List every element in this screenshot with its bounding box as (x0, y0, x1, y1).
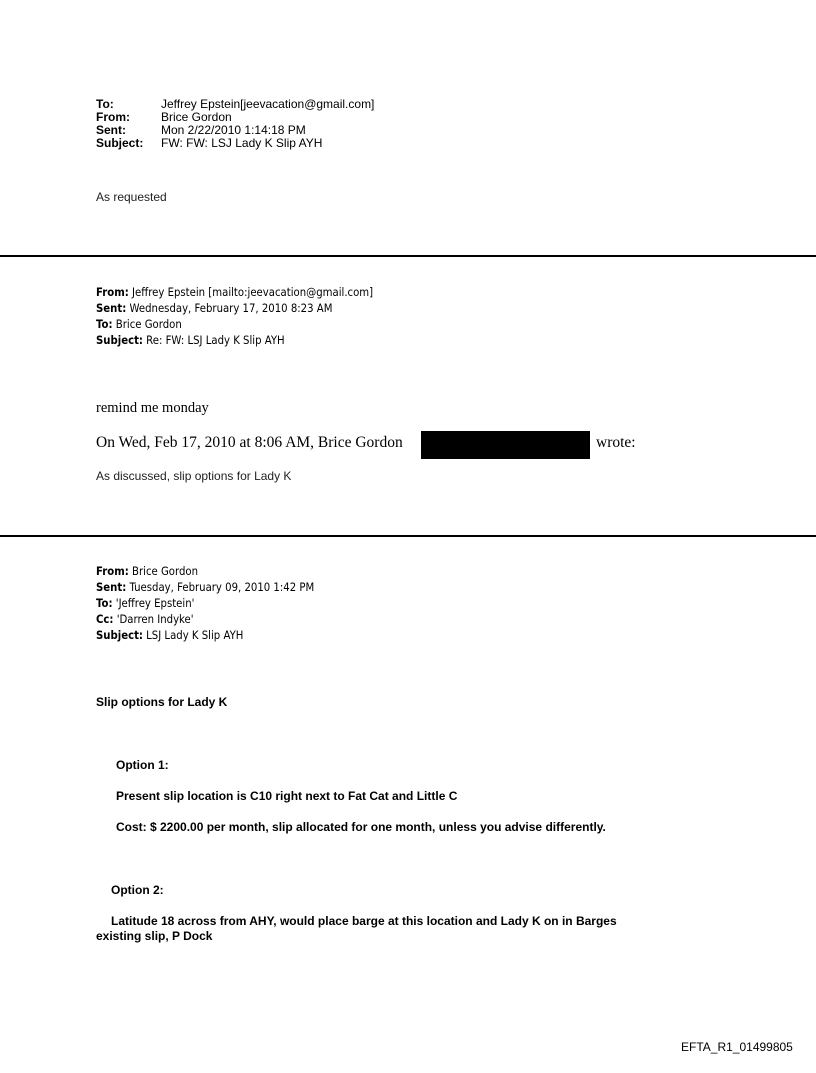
option1-line1: Present slip location is C10 right next to Fat Cat and Little C (116, 789, 458, 803)
email3-sent-row (96, 581, 314, 595)
email2-body: remind me monday (96, 400, 209, 416)
email2-to-value: Brice Gordon (112, 317, 182, 331)
email2-quote-body: As discussed, slip options for Lady K (96, 469, 292, 483)
email2-to-row (96, 318, 182, 332)
email1-subject-label: Subject: (96, 136, 144, 150)
email1-sent-value: Mon 2/22/2010 1:14:18 PM (161, 123, 306, 137)
email3-subject-row (96, 629, 243, 643)
email2-subject-value: Re: FW: LSJ Lady K Slip AYH (142, 333, 285, 347)
email3-from-label: From: (96, 564, 129, 578)
email3-subject-value: LSJ Lady K Slip AYH (142, 628, 244, 642)
redaction-box (421, 431, 590, 459)
email2-sent-label: Sent: (96, 301, 127, 315)
email3-sent-label: Sent: (96, 580, 127, 594)
document-id: EFTA_R1_01499805 (681, 1040, 793, 1054)
separator-rule (0, 535, 816, 537)
email3-subject-label: Subject: (96, 628, 143, 642)
option1-line2: Cost: $ 2200.00 per month, slip allocated for one month, unless you advise differently. (116, 820, 606, 834)
email1-to-label: To: (96, 97, 114, 111)
email1-subject-value: FW: FW: LSJ Lady K Slip AYH (161, 136, 323, 150)
email3-sent-value: Tuesday, February 09, 2010 1:42 PM (126, 580, 315, 594)
email1-from-label: From: (96, 110, 130, 124)
email3-from-row (96, 565, 198, 579)
email1-from-value: Brice Gordon (161, 110, 232, 124)
email3-to-value: 'Jeffrey Epstein' (112, 596, 195, 610)
email2-sent-value: Wednesday, February 17, 2010 8:23 AM (126, 301, 333, 315)
email1-to-value: Jeffrey Epstein[jeevacation@gmail.com] (161, 97, 375, 111)
email3-cc-row (96, 613, 194, 627)
email2-quote-intro: On Wed, Feb 17, 2010 at 8:06 AM, Brice Gordon (96, 434, 403, 451)
email3-to-label: To: (96, 596, 113, 610)
email3-to-row (96, 597, 194, 611)
option2-title: Option 2: (111, 883, 164, 897)
email2-quote-wrote: wrote: (596, 434, 636, 451)
email2-from-label: From: (96, 285, 129, 299)
email3-heading: Slip options for Lady K (96, 695, 228, 709)
email2-to-label: To: (96, 317, 113, 331)
email2-subject-label: Subject: (96, 333, 143, 347)
email1-body: As requested (96, 190, 167, 204)
email3-cc-label: Cc: (96, 612, 114, 626)
option2-line2: existing slip, P Dock (96, 929, 213, 943)
option2-line1: Latitude 18 across from AHY, would place barge at this location and Lady K on in Barges (111, 914, 617, 928)
email3-cc-value: 'Darren Indyke' (113, 612, 194, 626)
email3-from-value: Brice Gordon (128, 564, 198, 578)
email1-subject-row (96, 137, 322, 150)
email2-subject-row (96, 334, 285, 348)
separator-rule (0, 255, 816, 257)
email2-from-value: Jeffrey Epstein [mailto:jeevacation@gmail.com] (128, 285, 374, 299)
email1-sent-label: Sent: (96, 123, 126, 137)
option1-title: Option 1: (116, 758, 169, 772)
email2-sent-row (96, 302, 332, 316)
email2-from-row (96, 286, 373, 300)
email1-to-row (96, 98, 374, 111)
